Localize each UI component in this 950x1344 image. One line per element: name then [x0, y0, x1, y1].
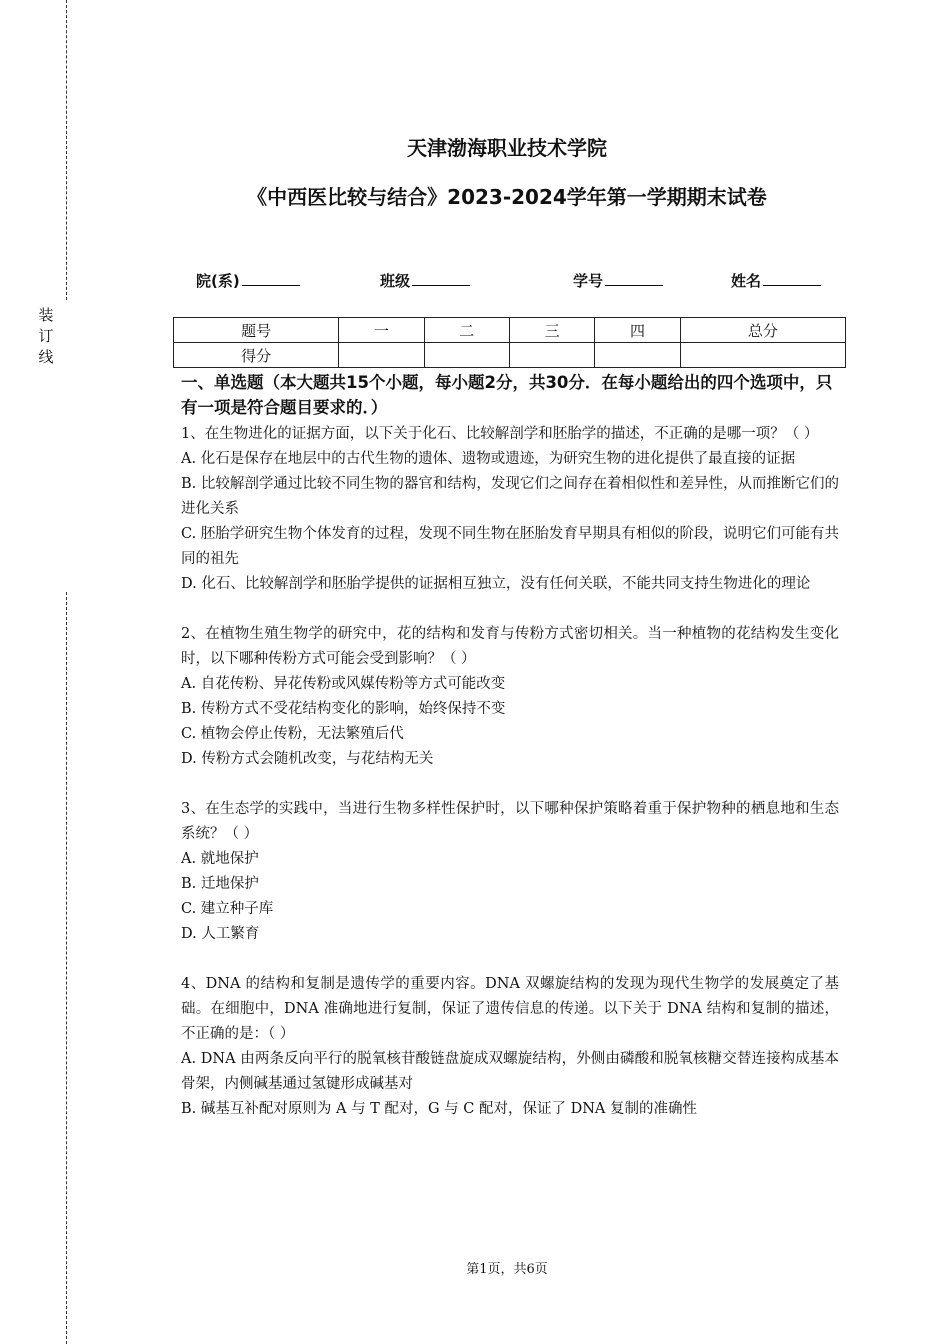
score-table-cell: 三: [509, 318, 594, 343]
name-blank[interactable]: [763, 271, 821, 286]
exam-content: [181, 370, 839, 1147]
student-id-field: [573, 270, 663, 291]
department-blank[interactable]: [242, 271, 300, 286]
score-table: [173, 317, 846, 368]
page-number: 第1页，共6页: [466, 1262, 548, 1277]
question-1: [181, 422, 839, 597]
score-entry-cell[interactable]: [339, 343, 424, 368]
question-text: 3、在生态学的实践中，当进行生物多样性保护时，以下哪种保护策略着重于保护物种的栖息地和生态系统？（ ）: [181, 801, 839, 842]
section-heading: 一、单选题（本大题共15个小题，每小题2分，共30分．在每小题给出的四个选项中，只有一项是符合题目要求的．）: [181, 373, 833, 417]
option-a: A. DNA 由两条反向平行的脱氧核苷酸链盘旋成双螺旋结构，外侧由磷酸和脱氧核糖交替连接构成基本骨架，内侧碱基通过氢键形成碱基对: [181, 1051, 839, 1092]
option-d: D. 传粉方式会随机改变，与花结构无关: [181, 751, 434, 767]
option-a: A. 化石是保存在地层中的古代生物的遗体、遗物或遗迹，为研究生物的进化提供了最直接的证据: [181, 451, 796, 467]
student-id-label: 学号: [573, 272, 604, 290]
option-b: B. 传粉方式不受花结构变化的影响，始终保持不变: [181, 701, 506, 717]
school-title: 天津渤海职业技术学院: [407, 136, 607, 160]
exam-title: 《中西医比较与结合》2023-2024学年第一学期期末试卷: [247, 185, 767, 209]
score-table-cell: 四: [595, 318, 680, 343]
option-a: A. 自花传粉、异花传粉或风媒传粉等方式可能改变: [181, 676, 506, 692]
score-entry-cell[interactable]: [595, 343, 680, 368]
name-label: 姓名: [731, 272, 762, 290]
class-blank[interactable]: [412, 271, 470, 286]
option-c: C. 建立种子库: [181, 901, 274, 917]
score-entry-cell[interactable]: [680, 343, 845, 368]
score-table-score-row: [174, 343, 846, 368]
score-table-cell: 一: [339, 318, 424, 343]
binding-char: 线: [38, 348, 54, 366]
score-table-cell: 总分: [680, 318, 845, 343]
student-id-blank[interactable]: [605, 271, 663, 286]
question-text: 1、在生物进化的证据方面，以下关于化石、比较解剖学和胚胎学的描述，不正确的是哪一项？（ ）: [181, 426, 819, 442]
binding-char: 订: [38, 327, 54, 345]
score-table-cell: 题号: [174, 318, 339, 343]
option-d: D. 人工繁育: [181, 926, 260, 942]
score-entry-cell[interactable]: [424, 343, 509, 368]
option-c: C. 植物会停止传粉，无法繁殖后代: [181, 726, 404, 742]
question-text: 4、DNA 的结构和复制是遗传学的重要内容。DNA 双螺旋结构的发现为现代生物学的发展奠定了基础。在细胞中，DNA 准确地进行复制，保证了遗传信息的传递。以下关于 DNA 结构和复制的描述，不正确的是：（ ）: [181, 976, 839, 1042]
option-b: B. 比较解剖学通过比较不同生物的器官和结构，发现它们之间存在着相似性和差异性，从而推断它们的进化关系: [181, 476, 839, 517]
question-2: [181, 622, 839, 772]
class-field: [380, 270, 470, 291]
student-info-row: [0, 270, 950, 292]
binding-char: 装: [38, 306, 54, 324]
option-b: B. 迁地保护: [181, 876, 259, 892]
binding-dashed-line-bottom: [66, 592, 67, 1344]
department-field: [196, 270, 300, 291]
question-4: [181, 972, 839, 1122]
question-3: [181, 797, 839, 947]
score-table-header-row: [174, 318, 846, 343]
option-a: A. 就地保护: [181, 851, 259, 867]
score-entry-cell[interactable]: [509, 343, 594, 368]
name-field: [731, 270, 821, 291]
department-label: 院(系): [196, 272, 240, 290]
score-table-cell: 二: [424, 318, 509, 343]
class-label: 班级: [380, 272, 411, 290]
option-d: D. 化石、比较解剖学和胚胎学提供的证据相互独立，没有任何关联，不能共同支持生物进化的理论: [181, 576, 811, 592]
question-text: 2、在植物生殖生物学的研究中，花的结构和发育与传粉方式密切相关。当一种植物的花结构发生变化时，以下哪种传粉方式可能会受到影响？（ ）: [181, 626, 839, 667]
option-b: B. 碱基互补配对原则为 A 与 T 配对，G 与 C 配对，保证了 DNA 复制的准确性: [181, 1101, 697, 1117]
score-row-label: 得分: [174, 343, 339, 368]
option-c: C. 胚胎学研究生物个体发育的过程，发现不同生物在胚胎发育早期具有相似的阶段，说明它们可能有共同的祖先: [181, 526, 839, 567]
binding-label: [36, 305, 56, 368]
